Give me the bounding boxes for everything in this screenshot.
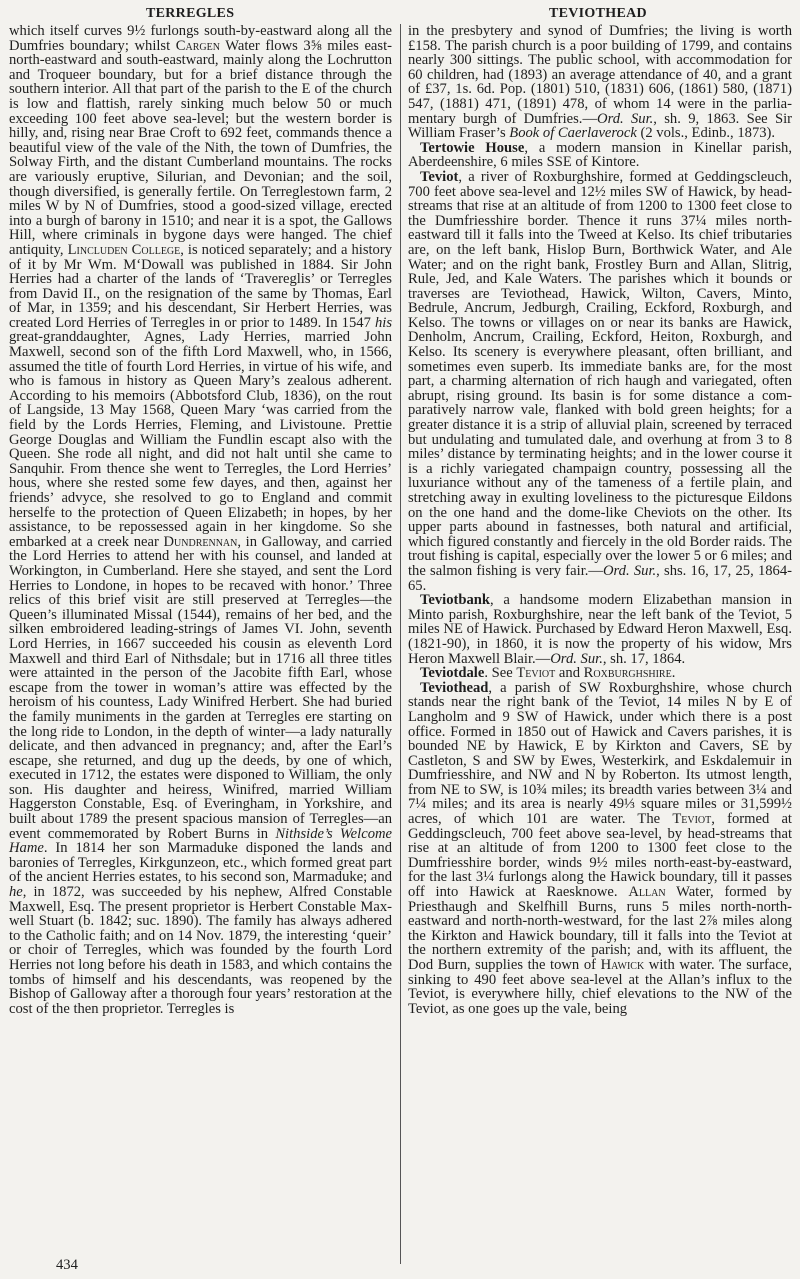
page-number: 434 (56, 1257, 78, 1273)
entry-headword: Teviothead (420, 679, 489, 696)
running-header-left: TERREGLES (146, 6, 235, 21)
body-text: which itself curves 9½ furlongs south-by-eastward along all the Dumfries boundary; whilst (9, 23, 392, 54)
body-text: with water. The surface, sinking to 490 feet above sea-level at the Allan’s influx to the Teviot, is everywhere hilly, chief elevations to the NW of the Teviot, as one goes up the vale, being (408, 957, 792, 1017)
entry-paragraph (408, 666, 792, 681)
entry-headword: Teviot (420, 168, 459, 185)
italic-text: Ord. Sur. (603, 562, 657, 579)
small-caps-reference: Lincluden College (67, 241, 181, 258)
body-text: Water, formed by Priesthaugh and Skelfhill Burns, runs 5 miles north-north-eastward and north-north-westward, for the last 2⅞ miles along the Kirkton and Hawick boundary, till it falls into the Teviot at the northern extremity of the parish; and, with its affluent, the Dod Burn, supplies the town of (408, 884, 792, 973)
body-text: , a river of Roxburghshire, formed at Geddingscleuch, 700 feet above sea-level and 12½ miles SW of Hawick, by head-streams that rise at an altitude of from 1200 to 1300 feet close to the Dumfriesshire border. Thence it runs 37¼ miles north-eastward till it falls into the Tweed at Kelso. Its chief tributaries are, on the left bank, Hislop Burn, Borthwick Water, and Ale Water; and on the right bank, Frostley Burn and Allan, Slitrig, Rule, Jed, and Kale Waters. The parishes which it bounds or traverses are Teviothead, Hawick, Wilton, Cavers, Minto, Bedrule, Ancrum, Jedburgh, Crailing, Eckford, Roxburgh, and Kelso. The towns or villages on or near its banks are Hawick, Denholm, Ancrum, Crailing, Eckford, Heiton, Roxburgh, and Kelso. Its scenery is everywhere pleasant, often brilliant, and sometimes even superb. Its immediate banks are, for the most part, a charming alternation of rich haugh and variegated, often abrupt, rising ground. Its basin is for some distance a comparatively narrow vale, flanked with bold green heights; for a greater distance it is a strip of alluvial plain, screened by terraced but undulating and tumulated dale, and overhung at from 3 to 8 miles’ distance by terminating heights; and in the lower course it is a richly variegated champaign country, possessing all the luxuriance without any of the tameness of a fertile plain, and stretching away in exulting loveliness to the picturesque Eildons on the one hand and the dome-like Cheviots on the other. Its upper parts abound in fastnesses, both natural and artificial, which figured constantly and fiercely in the old Border raids. The trout fishing is capital, especially over the lower 5 or 6 miles; and the salmon fishing is very fair.— (408, 168, 792, 579)
small-caps-reference: Allan (628, 884, 666, 901)
italic-text: his (374, 314, 392, 331)
italic-text: Nithside’s Welcome Hame (9, 825, 393, 857)
italic-text: Ord. Sur. (597, 110, 654, 127)
body-text: , in Galloway, and carried the Lord Herries to attend her with his counsel, and landed at Workington, in Cumberland. Here she stayed, and sent the Lord Herries to Londone, in hopes to be recaved with honor.’ Three relics of this brief visit are still preserved at Terregles—the Queen’s illuminated Missal (1544), remains of her bed, and the silken embroidered leading-strings of James VI. John, seventh Lord Herries, in 1667 succeeded his cousin as eleventh Lord Maxwell and third Earl of Nithsdale; but in 1716 all three titles were attainted in the person of the Jacobite fifth Earl, whose escape from the tower in woman’s attire was effected by the heroism of his countess, Lady Winifred Herbert. She had buried the family muniments in the garden at Terregles ere starting on the long ride to London, in the depth of winter—a lady naturally delicate, and then advanced in pregnancy; and, after the Earl’s escape, she returned, and dug up the deeds, by one of which, executed in 1712, the estates were disponed to William, the only son. His daughter and heiress, Winifred, married William Haggerston Constable, Esq. of Everingham, in Yorkshire, and built about 1789 the present spacious mansion of Terregles—an event commemorated by Robert Burns in (9, 533, 392, 842)
body-text: (2 vols., Edinb., 1873). (636, 125, 776, 142)
body-text: , sh. 9, 1863. See Sir William Fraser’s (408, 110, 793, 142)
small-caps-reference: Teviot (516, 665, 556, 682)
body-text: , formed at Geddingscleuch, 700 feet above sea-level, by head-streams that rise at an altitude of from 1200 to 1300 feet close to the Dumfriesshire border, winds 9½ miles north-east-by-eastward, for the last 3¼ furlongs along the Hawick boundary, till it passes off into Hawick at Raesknowe. (408, 811, 792, 901)
body-text: , shs. 16, 17, 25, 1864-65. (408, 562, 793, 594)
body-text: , a handsome modern Elizabethan mansion in Minto parish, Roxburghshire, near the left bank of the Teviot, 5 miles NE of Hawick. Purchased by Edward Heron Maxwell, Esq. (1821-90), in 1860, it is now the property of his widow, Mrs Heron Maxwell Blair.— (408, 592, 792, 667)
body-text: , in 1872, was succeeded by his nephew, Alfred Constable Maxwell, Esq. The present proprietor is Herbert Constable Maxwell Stuart (b. 1842; suc. 1890). The family has always adhered to the Catholic faith; and on 14 Nov. 1879, the interesting ‘queir’ or choir of Terregles, which was founded by the fourth Lord Herries not long before his death in 1583, and which contains the tombs of himself and his descendants, was reopened by the Bishop of Galloway after a thorough four years’ restoration at the cost of the then proprietor. Terregles is (9, 884, 392, 1017)
small-caps-reference: Dundrennan (163, 533, 238, 550)
running-header-right: TEVIOTHEAD (549, 6, 647, 21)
small-caps-reference: Hawick (600, 957, 645, 973)
small-caps-reference: Teviot (672, 811, 712, 828)
column-divider (400, 24, 401, 1264)
italic-text: Ord. Sur. (550, 650, 603, 667)
italic-text: Book of Caerlaverock (509, 125, 637, 142)
body-text: , a modern mansion in Kinellar parish, Aberdeenshire, 6 miles SSE of Kintore. (408, 139, 792, 171)
body-text: and (555, 665, 584, 682)
entry-paragraph (408, 170, 792, 593)
continued-paragraph (9, 24, 392, 1016)
entry-headword: Teviotbank (420, 592, 491, 609)
continued-paragraph (408, 24, 792, 141)
body-text: great-granddaughter, Agnes, Lady Herries, married John Maxwell, second son of the fifth Lord Maxwell, who, in 1566, assumed the title of fourth Lord Herries, in virtue of his wife, and who is famous in history as Queen Mary’s zealous adherent. According to his memoirs (Abbotsford Club, 1836), on the rout of Langside, 13 May 1568, Queen Mary ‘was carried from the field by the Lords Herries, Fleming, and Livistoune. Prettie George Douglas and William the Fundlin escapt also with the Queen. She rode all night, and did not halt until she came to Sanquhir. From thence she went to Terregles, the Lord Herries’ hous, where she rested some few dayes, and then, against her friends’ advyce, she resolved to go to England and commit herselfe to the protection of Queen Elizabeth; in hopes, by her assistance, to be repossessed again in her kingdome. So she embarked at a creek near (9, 329, 392, 550)
body-text: . In 1814 her son Marmaduke disponed the lands and baronies of Terregles, Kirkgunzeon, etc., which formed great part of the ancient Herries estates, to his second son, Marmaduke; and (9, 840, 392, 886)
body-text: . (671, 665, 676, 682)
body-text: , is noticed separately; and a history of it by Mr Wm. M‘Dowall was published in 1884. Sir John Herries had a charter of the lands of ‘Travereglis’ or Terregles from David II., on the resignation of the same by Thomas, Earl of Mar, in 1359; and his descendant, Sir Herbert Herries, was created Lord Herries of Terregles in or prior to 1489. In 1547 (9, 241, 393, 331)
entry-headword: Tertowie House (420, 139, 525, 156)
entry-headword: Teviotdale (420, 665, 485, 682)
body-text: Water flows 3⅝ miles east-north-eastward and south-eastward, mainly along the Lochrutton and Troqueer boundary, but for a brief distance through the southern interior. All that part of the parish to the E of the church is low and flattish, rarely sinking much below 50 or much exceeding 100 feet above sea-level; but the western border is hilly, and, rising near Brae Croft to 692 feet, commands thence a beautiful view of the vale of the Nith, the town of Dumfries, the Solway Firth, and the distant Cumberland mountains. The rocks are variously eruptive, Silurian, and Devonian; and the soil, though diversified, is generally fertile. On Terreglestown farm, 2 miles W by N of Dumfries, stood a good-sized village, erected into a burgh of barony in 1510; and near it is a spot, the Gallows Hill, where criminals in bygone days were hanged. The chief antiquity, (9, 37, 392, 258)
small-caps-reference: Roxburghshire (583, 665, 672, 682)
small-caps-reference: Cargen (175, 37, 220, 54)
entry-paragraph (408, 593, 792, 666)
body-text: , a parish of SW Roxburghshire, whose church stands near the right bank of the Teviot, 14 miles N by E of Langholm and 9 SW of Hawick, under which there is a post office. Formed in 1850 out of Hawick and Cavers parishes, it is bounded NE by Hawick, E by Kirkton and Cavers, SE by Castleton, S and SW by Ewes, Westerkirk, and Eskdalemuir in Dumfriesshire, and NW and N by Roberton. Its utmost length, from NE to SW, is 10¾ miles; its breadth varies between 3¼ and 7¼ miles; and its area is nearly 49⅓ square miles or 31,599½ acres, of which 101 are water. The (408, 679, 792, 828)
entry-paragraph (408, 141, 792, 170)
right-column (408, 24, 792, 1016)
body-text: in the presbytery and synod of Dumfries; the living is worth £158. The parish church is a poor building of 1799, and contains nearly 300 sittings. The public school, with accommodation for 60 children, had (1893) an average attendance of 40, and a grant of £37, 1s. 6d. Pop. (1801) 510, (1831) 606, (1861) 580, (1871) 547, (1881) 471, (1891) 478, of whom 14 were in the parliamentary burgh of Dumfries.— (408, 23, 792, 127)
left-column (9, 24, 392, 1016)
italic-text: he (9, 884, 23, 901)
body-text: , sh. 17, 1864. (602, 650, 686, 667)
entry-paragraph (408, 681, 792, 1017)
body-text: . See (484, 665, 517, 682)
